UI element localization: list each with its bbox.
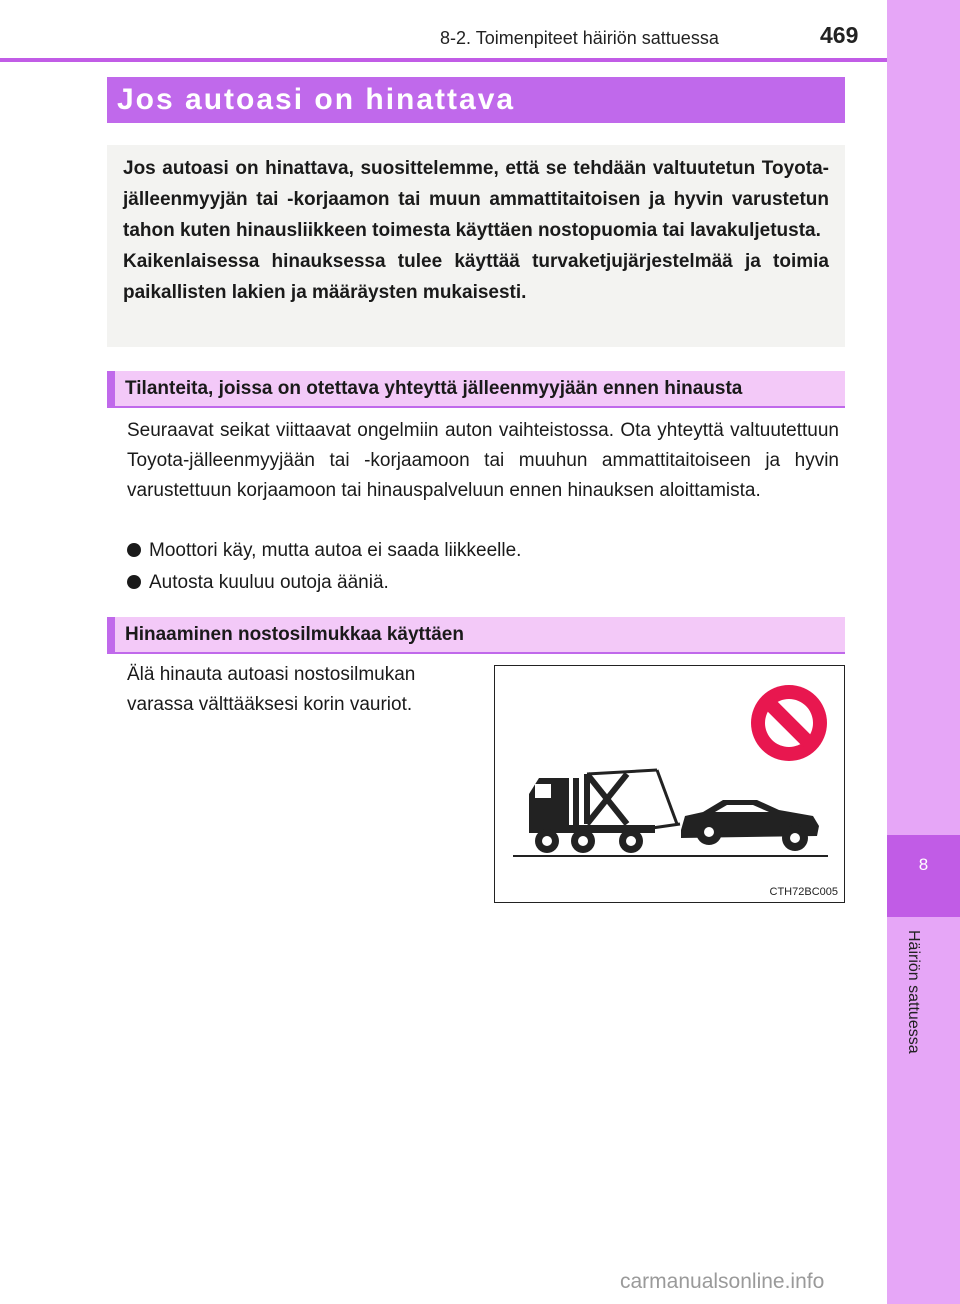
intro-box	[107, 145, 845, 347]
chapter-sidebar	[887, 0, 960, 1304]
intro-paragraph: Jos autoasi on hinattava, suosittelemme, että se tehdään valtuutetun Toyota-jälleenmyyjän tai -korjaamon tai muun ammattitaitoisen ja hyvin varustetun tahon kuten hinausliikkeen toimesta käyttäen nostopuomia tai lavakuljetusta.	[123, 158, 829, 241]
watermark[interactable]: carmanualsonline.info	[620, 1270, 825, 1293]
list-item: Moottori käy, mutta autoa ei saada liikkeelle.	[127, 536, 521, 566]
section2-body: Älä hinauta autoasi nostosilmukan varassa välttääksesi korin vauriot.	[127, 664, 416, 715]
figure-code: CTH72BC005	[769, 886, 838, 898]
intro-paragraph: Kaikenlaisessa hinauksessa tulee käyttää turvaketjujärjestelmää ja toimia paikallisten lakien ja määräysten mukaisesti.	[123, 251, 829, 303]
prohibition-icon	[751, 685, 827, 761]
towing-illustration	[494, 665, 845, 903]
chapter-number: 8	[918, 855, 929, 874]
chapter-tab	[887, 835, 960, 917]
subheading-dealer-contact: Tilanteita, joissa on otettava yhteyttä jälleenmyyjään ennen hinausta	[107, 371, 845, 408]
tow-truck-icon	[529, 770, 680, 853]
bullet-dot-icon	[127, 543, 141, 557]
bullet-dot-icon	[127, 575, 141, 589]
main-heading: Jos autoasi on hinattava	[107, 77, 845, 123]
section1-body: Seuraavat seikat viittaavat ongelmiin auton vaihteistossa. Ota yhteyttä valtuutettuun Toyota-jälleenmyyjään tai -korjaamoon tai muuhun ammattitaitoiseen ja hyvin varustettuun korjaamoon tai hinauspalveluun ennen hinauksen aloittamista.	[127, 420, 839, 501]
header-divider	[0, 58, 887, 62]
chapter-label: Häiriön sattuessa	[905, 930, 922, 1054]
list-item: Autosta kuuluu outoja ääniä.	[127, 568, 389, 598]
subheading-towing-eyelet: Hinaaminen nostosilmukkaa käyttäen	[107, 617, 845, 654]
page-number: 469	[820, 22, 859, 48]
section-title: 8-2. Toimenpiteet häiriön sattuessa	[440, 28, 719, 48]
towing-svg	[495, 666, 844, 902]
car-icon	[681, 800, 819, 851]
